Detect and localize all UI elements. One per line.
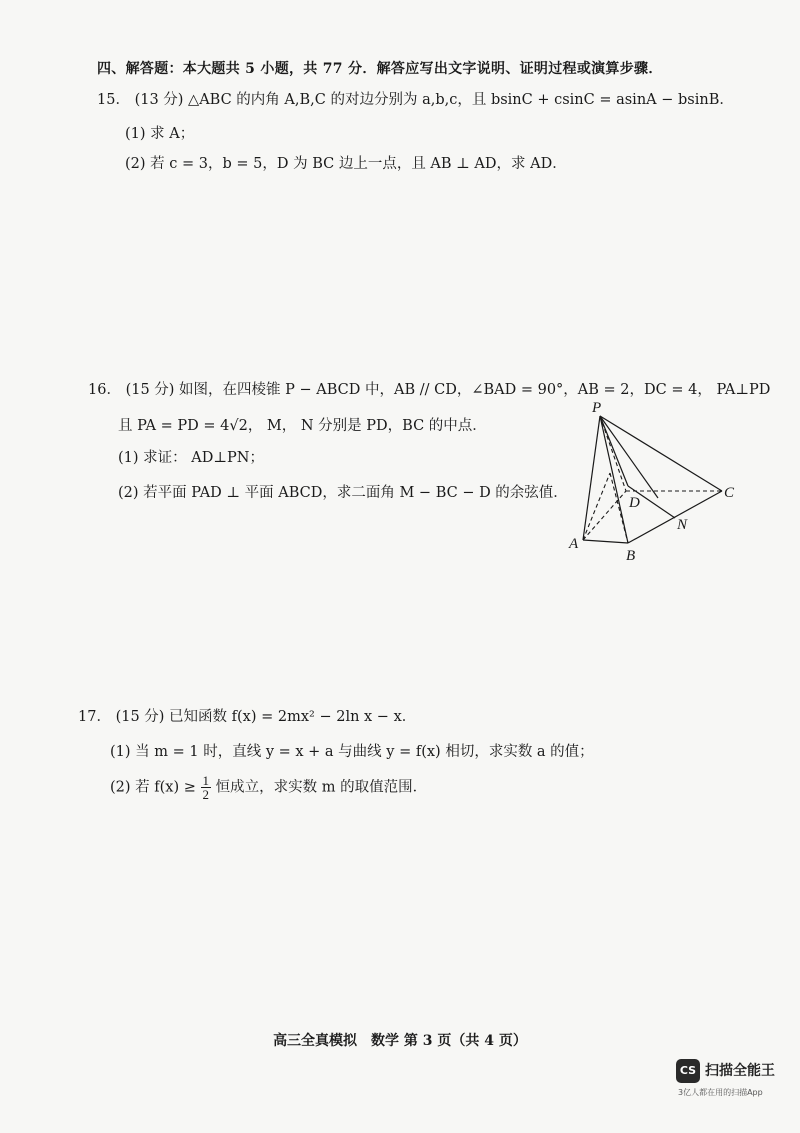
section-header: 四、解答题：本大题共 5 小题，共 77 分．解答应写出文字说明、证明过程或演算步骤． <box>97 61 663 77</box>
q17-text: 已知函数 f(x) = 2mx² − 2ln x − x． <box>169 709 417 725</box>
label-P: P <box>592 400 602 416</box>
q15-part2-label: (2) <box>125 156 146 172</box>
q16-score: (15 分) <box>125 382 175 398</box>
q15-stem <box>97 88 734 109</box>
q16-text-line1: 如图，在四棱锥 P − ABCD 中，AB // CD，∠BAD = 90°，AB = 2，DC = 4， PA⊥PD <box>179 382 771 398</box>
fraction-denominator: 2 <box>202 787 209 802</box>
q15-score: (13 分) <box>134 92 184 108</box>
q16-part1-text: 求证： AD⊥PN； <box>143 450 264 466</box>
segment-P-inner <box>600 416 628 486</box>
q17-part2-label: (2) <box>110 779 131 796</box>
q15-text: △ABC 的内角 A,B,C 的对边分别为 a,b,c，且 bsinC + csinC = asinA − bsinB． <box>188 92 734 108</box>
q15-part2-text: 若 c = 3，b = 5，D 为 BC 边上一点，且 AB ⊥ AD，求 AD． <box>150 156 567 172</box>
one-half-fraction <box>201 774 212 801</box>
q17-part2-after: 恒成立，求实数 m 的取值范围． <box>215 779 428 796</box>
q16-stem-line1 <box>88 378 770 399</box>
q15-part2 <box>125 152 567 173</box>
q15-part1-text: 求 A； <box>150 126 195 142</box>
q16-part1 <box>118 446 264 467</box>
q16-part1-label: (1) <box>118 450 139 466</box>
page-footer: 高三全真模拟 数学 第 3 页（共 4 页） <box>273 1033 527 1049</box>
label-A: A <box>569 536 579 552</box>
q17-score: (15 分) <box>115 709 165 725</box>
q16-part2-label: (2) <box>118 485 139 501</box>
q15-part1-label: (1) <box>125 126 146 142</box>
q17-part1-text: 当 m = 1 时，直线 y = x + a 与曲线 y = f(x) 相切，求实数 a 的值； <box>135 744 594 760</box>
q17-part1 <box>110 740 594 761</box>
q15-part1 <box>125 122 194 143</box>
q17-stem <box>78 705 416 726</box>
edge-PA <box>583 416 600 540</box>
label-B: B <box>626 548 636 563</box>
label-C: C <box>724 485 735 501</box>
hidden-edge-AD <box>583 491 626 540</box>
q17-part2 <box>110 774 427 801</box>
q16-number: 16． <box>88 382 121 398</box>
edge-BC <box>628 491 722 543</box>
q16-part2 <box>118 481 568 502</box>
edge-AB <box>583 540 628 543</box>
q17-part1-label: (1) <box>110 744 131 760</box>
edge-PC <box>600 416 722 491</box>
pyramid-figure <box>560 398 750 563</box>
label-D: D <box>629 495 640 511</box>
q16-stem-line2: 且 PA = PD = 4√2， M， N 分别是 PD，BC 的中点． <box>118 418 487 434</box>
camscanner-logo-icon: CS <box>676 1059 700 1083</box>
fraction-numerator: 1 <box>202 773 209 788</box>
camscanner-name: 扫描全能王 <box>705 1063 775 1079</box>
label-N: N <box>677 517 688 533</box>
q15-number: 15． <box>97 92 130 108</box>
q17-number: 17． <box>78 709 111 725</box>
q17-part2-before: 若 f(x) ≥ <box>135 779 196 796</box>
camscanner-tagline: 3亿人都在用的扫描App <box>678 1088 763 1097</box>
q16-part2-text: 若平面 PAD ⊥ 平面 ABCD，求二面角 M − BC − D 的余弦值． <box>143 485 568 501</box>
